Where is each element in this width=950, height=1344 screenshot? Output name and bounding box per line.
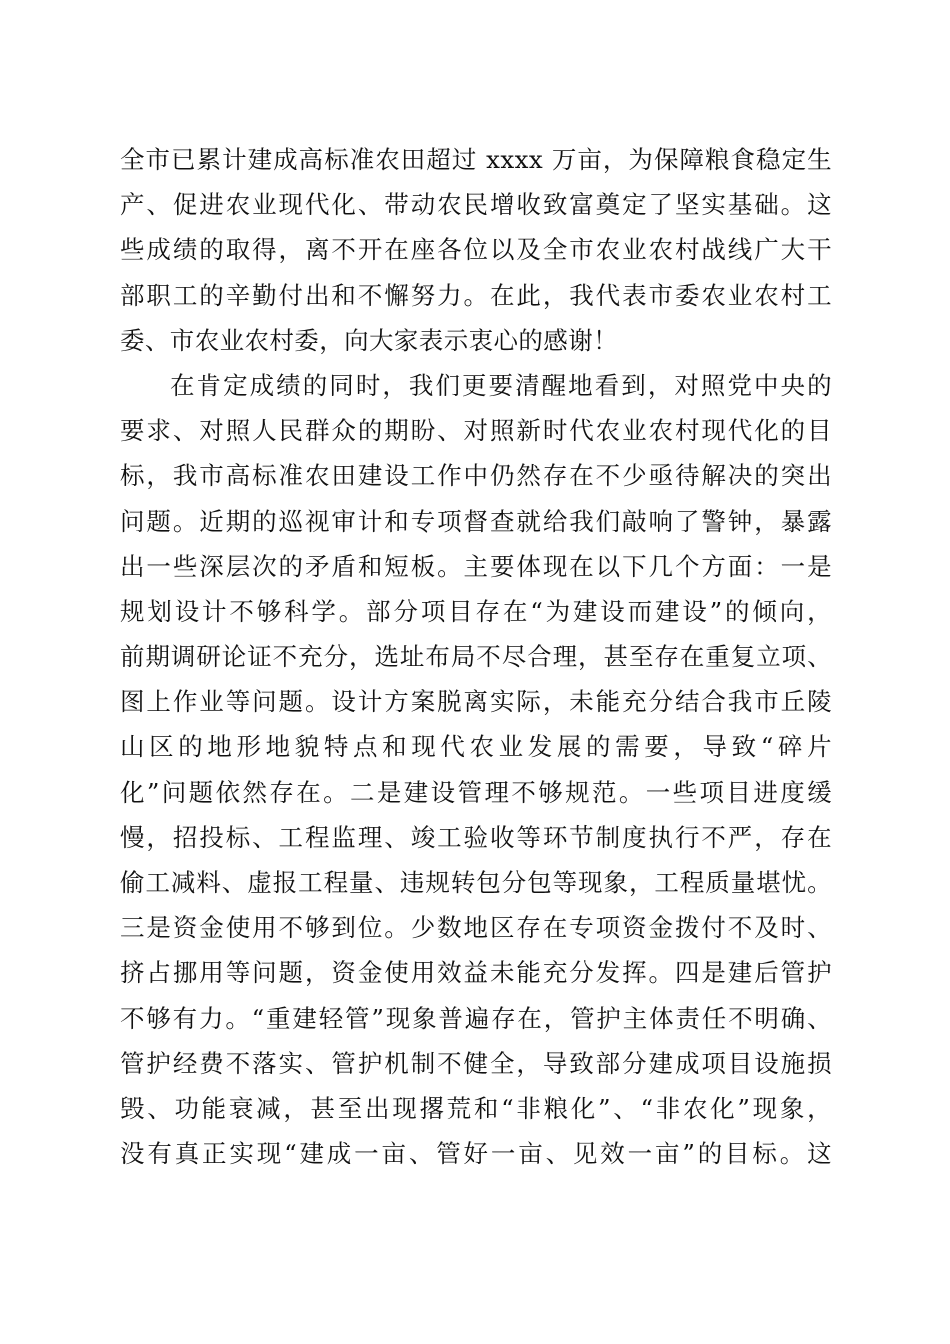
paragraph-line: 全市已累计建成高标准农田超过 xxxx 万亩，为保障粮食稳定生	[120, 145, 832, 174]
paragraph-line: 些成绩的取得，离不开在座各位以及全市农业农村战线广大干	[120, 235, 832, 265]
paragraph-line: 不够有力。“重建轻管”现象普遍存在，管护主体责任不明确、	[120, 1003, 832, 1033]
body-text	[120, 137, 832, 1176]
paragraph-line: 山区的地形地貌特点和现代农业发展的需要，导致“碎片	[120, 732, 832, 762]
paragraph-line: 产、促进农业现代化、带动农民增收致富奠定了坚实基础。这	[120, 190, 832, 220]
paragraph-line: 挤占挪用等问题，资金使用效益未能充分发挥。四是建后管护	[120, 958, 832, 988]
paragraph-line: 在肯定成绩的同时，我们更要清醒地看到，对照党中央的	[170, 370, 832, 400]
paragraph-line: 管护经费不落实、管护机制不健全，导致部分建成项目设施损	[120, 1048, 832, 1078]
paragraph-line: 三是资金使用不够到位。少数地区存在专项资金拨付不及时、	[120, 913, 832, 943]
paragraph-line: 问题。近期的巡视审计和专项督查就给我们敲响了警钟，暴露	[120, 506, 832, 536]
paragraph-line: 慢，招投标、工程监理、竣工验收等环节制度执行不严，存在	[120, 822, 832, 852]
paragraph-line: 标，我市高标准农田建设工作中仍然存在不少亟待解决的突出	[120, 461, 832, 491]
paragraph-2	[120, 363, 832, 1176]
paragraph-line: 部职工的辛勤付出和不懈努力。在此，我代表市委农业农村工	[120, 280, 832, 310]
paragraph-line: 委、市农业农村委，向大家表示衷心的感谢！	[120, 325, 618, 355]
paragraph-line: 要求、对照人民群众的期盼、对照新时代农业农村现代化的目	[120, 416, 832, 446]
paragraph-line: 毁、功能衰减，甚至出现撂荒和“非粮化”、“非农化”现象，	[120, 1093, 832, 1123]
paragraph-1	[120, 137, 832, 363]
paragraph-line: 没有真正实现“建成一亩、管好一亩、见效一亩”的目标。这	[120, 1139, 832, 1169]
paragraph-line: 前期调研论证不充分，选址布局不尽合理，甚至存在重复立项、	[120, 642, 832, 672]
paragraph-line: 图上作业等问题。设计方案脱离实际，未能充分结合我市丘陵	[120, 687, 832, 717]
paragraph-line: 规划设计不够科学。部分项目存在“为建设而建设”的倾向，	[120, 596, 832, 626]
paragraph-line: 出一些深层次的矛盾和短板。主要体现在以下几个方面：一是	[120, 551, 832, 581]
paragraph-line: 化”问题依然存在。二是建设管理不够规范。一些项目进度缓	[120, 777, 832, 807]
paragraph-line: 偷工减料、虚报工程量、违规转包分包等现象，工程质量堪忧。	[120, 868, 832, 897]
